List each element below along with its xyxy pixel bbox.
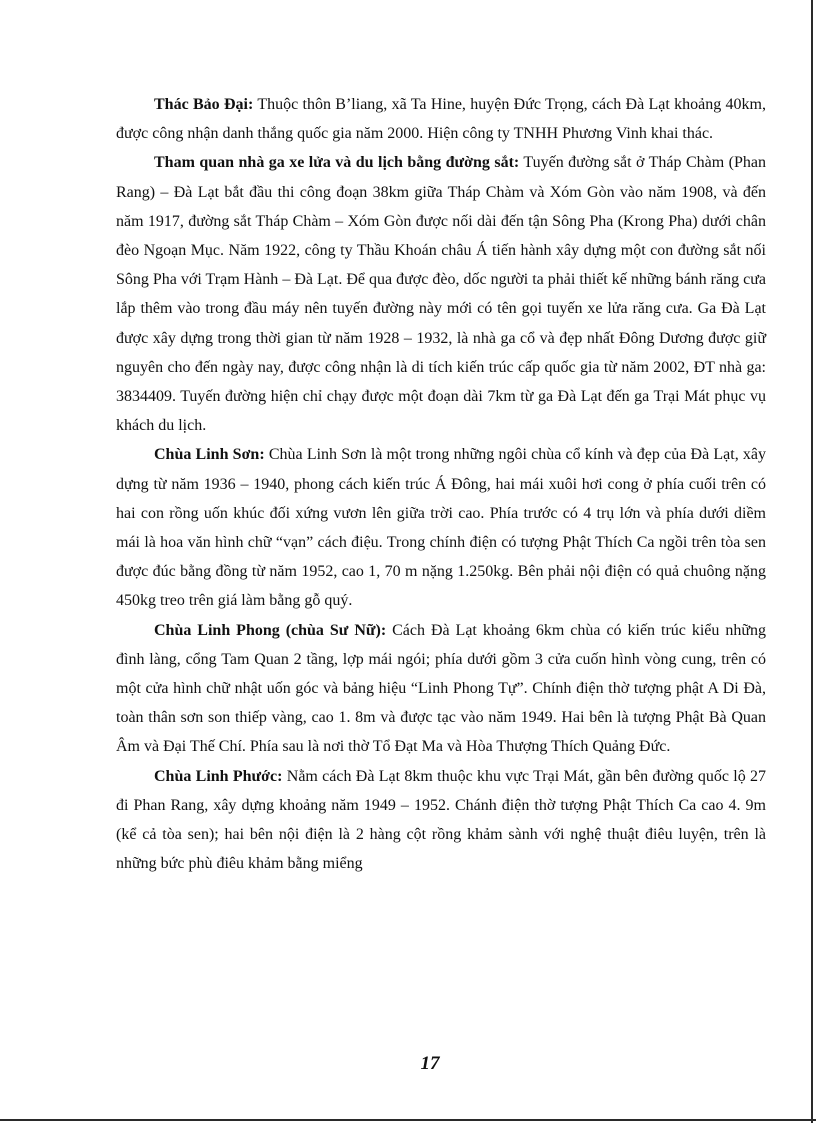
paragraph-term: Tham quan nhà ga xe lửa và du lịch bằng đường sắt: (154, 154, 520, 172)
page-border-right (811, 0, 813, 1123)
paragraph-text: Chùa Linh Sơn là một trong những ngôi chùa cổ kính và đẹp của Đà Lạt, xây dựng từ năm 1936 – 1940, phong cách kiến trúc Á Đông, hai mái xuôi hơi cong ở phía cuối trên có hai con rồng uốn khúc đối xứng vươn lên giữa trời cao. Phía trước có 4 trụ lớn và phía dưới diềm mái là hoa văn hình chữ “vạn” cách điệu. Trong chính điện có tượng Phật Thích Ca ngồi trên tòa sen được đúc bằng đồng từ năm 1952, cao 1, 70 m nặng 1.250kg. Bên phải nội điện có quả chuông nặng 450kg treo trên giá làm bằng gỗ quý. (116, 446, 766, 610)
paragraph-chua-linh-phong (116, 616, 766, 762)
paragraph-thac-bao-dai (116, 90, 766, 148)
paragraph-text: Tuyến đường sắt ở Tháp Chàm (Phan Rang) – Đà Lạt bắt đầu thi công đoạn 38km giữa Tháp Chàm và Xóm Gòn vào năm 1908, và đến năm 1917, đường sắt Tháp Chàm – Xóm Gòn được nối dài đến tận Sông Pha (Krong Pha) dưới chân đèo Ngoạn Mục. Năm 1922, công ty Thầu Khoán châu Á tiến hành xây dựng một con đường sắt nối Sông Pha với Trạm Hành – Đà Lạt. Để qua được đèo, dốc người ta phải thiết kế những bánh răng cưa lắp thêm vào trong đầu máy nên tuyến đường này mới có tên gọi tuyến xe lửa răng cưa. Ga Đà Lạt được xây dựng trong thời gian từ năm 1928 – 1932, là nhà ga cổ và đẹp nhất Đông Dương được giữ nguyên cho đến ngày nay, được công nhận là di tích kiến trúc cấp quốc gia từ năm 2002, ĐT nhà ga: 3834409. Tuyến đường hiện chỉ chạy được một đoạn dài 7km từ ga Đà Lạt đến ga Trại Mát phục vụ khách du lịch. (116, 154, 766, 435)
paragraph-text: Nằm cách Đà Lạt 8km thuộc khu vực Trại Mát, gần bên đường quốc lộ 27 đi Phan Rang, xây dựng khoảng năm 1949 – 1952. Chánh điện thờ tượng Phật Thích Ca cao 4. 9m (kể cả tòa sen); hai bên nội điện là 2 hàng cột rồng khảm sành với nghệ thuật điêu luyện, trên là những bức phù điêu khảm bằng miểng (116, 767, 766, 873)
page-border-bottom (0, 1119, 816, 1121)
paragraph-term: Chùa Linh Phong (chùa Sư Nữ): (154, 621, 387, 639)
paragraph-term: Chùa Linh Phước: (154, 767, 283, 785)
paragraph-text: Cách Đà Lạt khoảng 6km chùa có kiến trúc kiểu những đình làng, cổng Tam Quan 2 tầng, lợp mái ngói; phía dưới gồm 3 cửa cuốn hình vòng cung, trên có một cửa hình chữ nhật uốn góc và bảng hiệu “Linh Phong Tự”. Chính điện thờ tượng phật A Di Đà, toàn thân sơn son thiếp vàng, cao 1. 8m và được tạc vào năm 1949. Hai bên là tượng Phật Bà Quan Âm và Đại Thế Chí. Phía sau là nơi thờ Tổ Đạt Ma và Hòa Thượng Thích Quảng Đức. (116, 621, 767, 756)
paragraph-text: Thuộc thôn B’liang, xã Ta Hine, huyện Đức Trọng, cách Đà Lạt khoảng 40km, được công nhận danh thắng quốc gia năm 2000. Hiện công ty TNHH Phương Vinh khai thác. (116, 96, 766, 143)
paragraph-term: Thác Bảo Đại: (154, 96, 254, 113)
paragraph-chua-linh-son (116, 440, 766, 615)
page-number: 17 (420, 1053, 440, 1074)
document-body (116, 90, 766, 878)
paragraph-nha-ga-xe-lua (116, 148, 766, 440)
paragraph-chua-linh-phuoc (116, 762, 766, 879)
paragraph-term: Chùa Linh Sơn: (154, 446, 265, 464)
